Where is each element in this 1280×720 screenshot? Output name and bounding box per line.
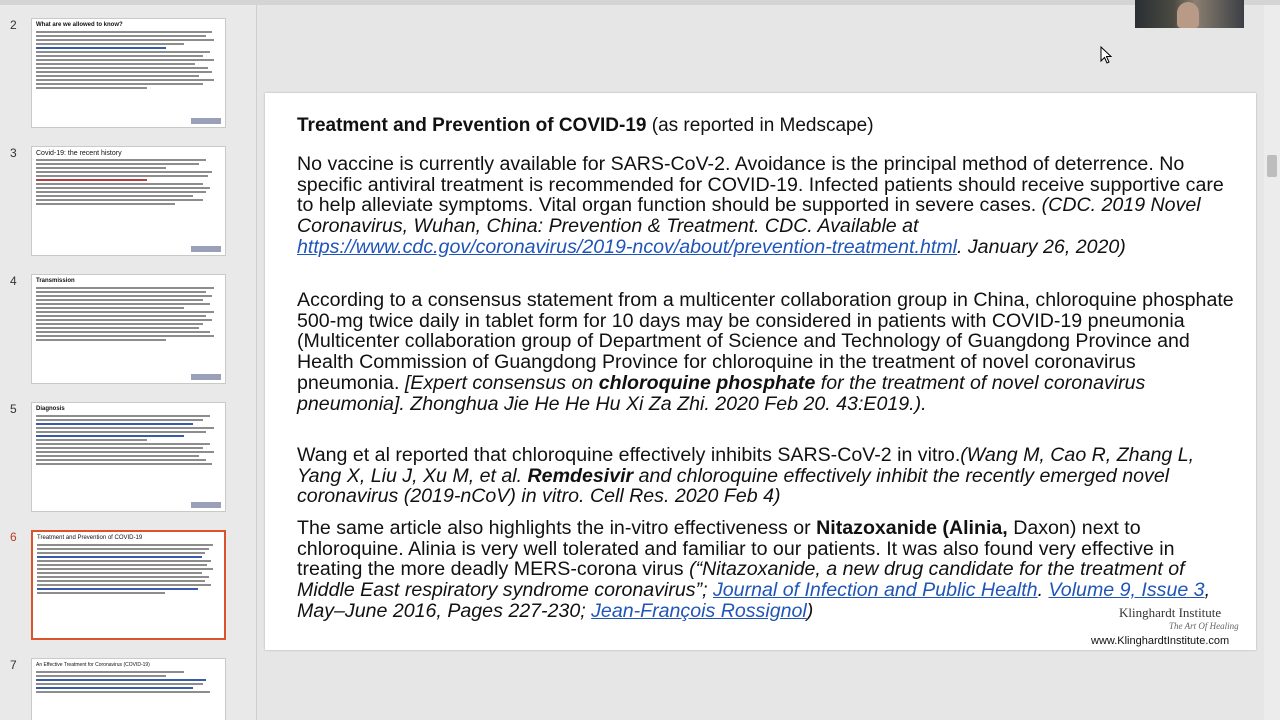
journal-link[interactable]: Journal of Infection and Public Health [712,579,1038,602]
thumbnail-item-active[interactable] [0,530,257,648]
paragraph-text: No vaccine is currently available for SARS-CoV-2. Avoidance is the principal method of deterrence. No specific antiviral treatment is recommended for COVID-19. Infected patients should receive supportive care to help alleviate symptoms. Vital organ function should be supported in severe cases. [297,153,1224,217]
slide-thumbnail[interactable] [31,146,226,256]
thumbnail-text-lines [36,415,221,465]
thumbnail-text-lines [36,287,221,341]
thumbnail-title: Covid-19: the recent history [36,150,122,157]
citation-bold: chloroquine phosphate [598,371,816,394]
thumbnail-text-lines [36,31,221,89]
citation-text: (Wang M, Cao R, Zhang L, Yang X, Liu J, Xu M, et al. [297,444,1195,487]
drug-name-bold: Nitazoxanide (Alinia, [816,517,1008,539]
paragraph-text: Wang et al reported that chloroquine effectively inhibits SARS-CoV-2 in vitro. [297,444,961,466]
slide-thumbnail-selected[interactable] [31,530,226,640]
slide-canvas[interactable] [265,93,1256,650]
slide-thumbnail[interactable] [31,402,226,512]
issue-link[interactable]: Volume 9, Issue 3 [1048,579,1205,602]
thumbnail-number: 3 [10,146,17,160]
slide-title-bold: Treatment and Prevention of COVID-19 [297,115,647,136]
thumbnail-title: An Effective Treatment for Coronavirus (COVID-19) [36,662,150,668]
logo-name: Klinghardt Institute [1119,605,1222,620]
scrollbar-thumb[interactable] [1267,155,1277,177]
paragraph-text: According to a consensus statement from a multicenter collaboration group in China, chloroquine phosphate 500-mg twice daily in tablet form for 10 days may be considered in patients with COVID-19 pneumonia (Multicenter collaboration group of Department of Science and Technology of Guangdong Province and Health Commission of Guangdong Province for chloroquine in the treatment of novel coronavirus pneumonia. [297,289,1234,394]
thumbnail-text-lines [37,544,220,594]
citation-text: . [1037,579,1049,602]
citation-text: , May–June 2016, Pages 227-230; [297,579,1211,622]
webcam-overlay [1135,0,1244,28]
paragraph-text: The same article also highlights the in-vitro effectiveness or [297,517,817,539]
thumbnail-number: 6 [10,530,17,544]
slide-thumbnail-panel[interactable] [0,5,257,720]
slide-title [297,115,874,137]
citation-text: ) [806,599,814,622]
cdc-link[interactable]: https://www.cdc.gov/coronavirus/2019-ncov/about/prevention-treatment.html [297,235,957,258]
thumbnail-item[interactable] [0,274,257,392]
thumbnail-item[interactable] [0,402,257,520]
thumbnail-logo [191,118,221,124]
citation-bold: Remdesivir [527,464,634,487]
thumbnail-item[interactable] [0,658,257,720]
thumbnail-item[interactable] [0,146,257,264]
thumbnail-number: 2 [10,18,17,32]
presenter-face [1177,2,1199,28]
slide-thumbnail[interactable] [31,658,226,720]
thumbnail-number: 5 [10,402,17,416]
citation-text: . January 26, 2020) [957,235,1126,258]
thumbnail-text-lines [36,159,221,205]
thumbnail-logo [191,502,221,508]
paragraph-chloroquine [297,290,1242,414]
thumbnail-logo [191,374,221,380]
logo-tagline: The Art Of Healing [1169,621,1239,631]
slide-title-suffix: (as reported in Medscape) [646,115,874,136]
logo-url: www.KlinghardtInstitute.com [1091,635,1230,647]
thumbnail-logo [191,246,221,252]
thumbnail-title: Treatment and Prevention of COVID-19 [37,535,143,541]
author-link[interactable]: Jean-François Rossignol [591,599,807,622]
thumbnail-item[interactable] [0,18,257,136]
paragraph-vaccine [297,154,1242,258]
citation-text: and chloroquine effectively inhibit the recently emerged novel coronavirus (2019-nCoV) in vitro. Cell Res. 2020 Feb 4) [297,464,1170,508]
paragraph-text: Daxon) next to chloroquine. Alinia is very well tolerated and familiar to our patients. It was also found very effective in treating the more deadly MERS-corona virus [297,517,1175,581]
paragraph-wang [297,445,1242,507]
thumbnail-text-lines [36,671,221,693]
citation-text: (CDC. 2019 Novel Coronavirus, Wuhan, China: Prevention & Treatment. CDC. Available at [297,194,1201,238]
thumbnail-number: 4 [10,274,17,288]
thumbnail-title: Diagnosis [36,406,65,412]
vertical-scrollbar[interactable] [1264,5,1280,720]
citation-text: [Expert consensus on [404,371,599,394]
mouse-cursor-icon [1100,46,1112,64]
thumbnail-title: What are we allowed to know? [36,22,123,28]
slide-thumbnail[interactable] [31,18,226,128]
slide-thumbnail[interactable] [31,274,226,384]
thumbnail-title: Transmission [36,278,75,284]
citation-text: (“Nitazoxanide, a new drug candidate for the treatment of Middle East respiratory syndrome coronavirus”; [297,558,1185,602]
citation-text: for the treatment of novel coronavirus pneumonia]. Zhonghua Jie He He Hu Xi Za Zhi. 2020 Feb 20. 43:E019.). [297,371,1146,415]
klinghardt-logo [1085,601,1255,649]
thumbnail-number: 7 [10,658,17,672]
